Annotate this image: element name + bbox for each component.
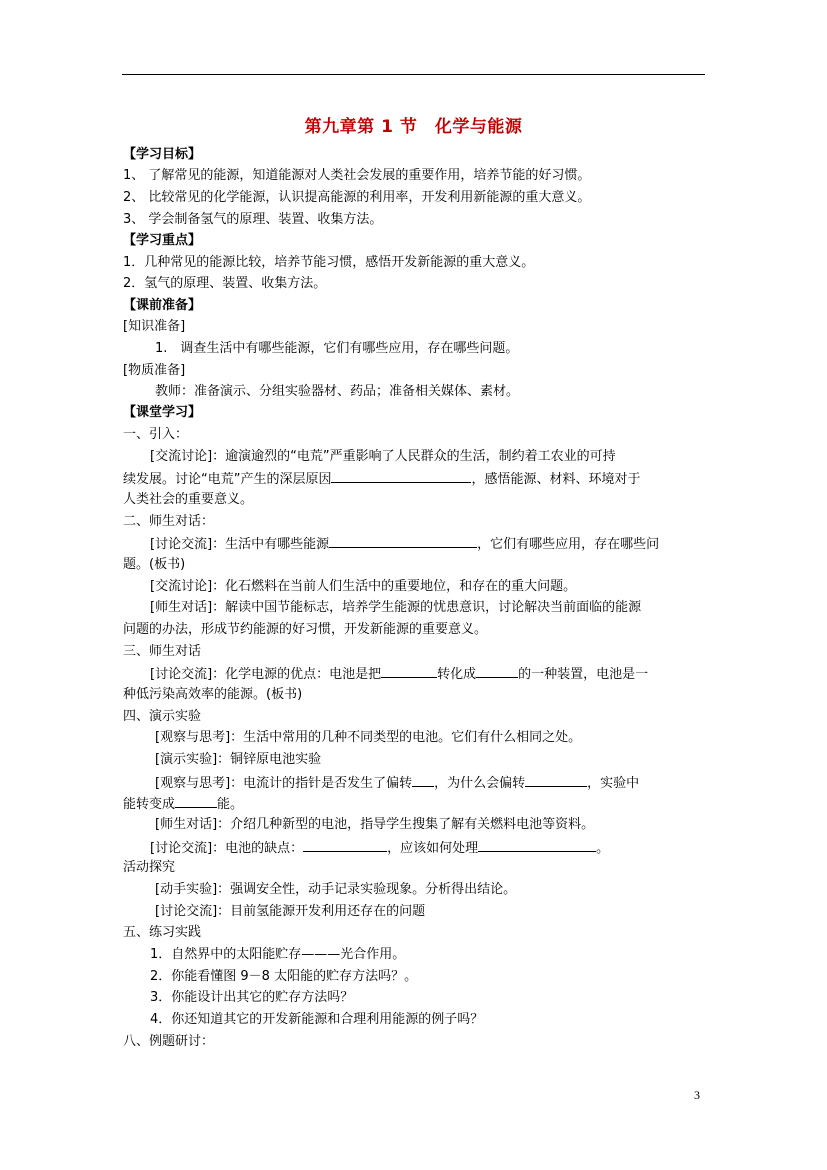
intro-paragraph-line3: 人类社会的重要意义。 [123, 492, 254, 507]
goal-item-2: 2、 比较常见的化学能源，认识提高能源的利用率，开发利用新能源的重大意义。 [123, 190, 591, 205]
intro-heading: 一、引入： [123, 427, 189, 442]
dialog3-text-c: 的一种装置，电池是一 [518, 667, 649, 682]
activity-line1: [动手实验]：强调安全性，动手记录实验现象。分析得出结论。 [155, 882, 517, 897]
dialog-text-b: ，它们有哪些应用，存在哪些问 [477, 537, 660, 552]
demo-line1: [观察与思考]：生活中常用的几种不同类型的电池。它们有什么相同之处。 [155, 730, 582, 745]
demo-heading: 四、演示实验 [123, 709, 202, 724]
demo-text-b: ，为什么会偏转 [434, 776, 526, 791]
demo-text-h: 。 [596, 841, 610, 856]
demo-text-d: 能转变成 [123, 797, 176, 812]
dialog-line4: [师生对话]：解读中国节能标志，培养学生能源的忧患意识，讨论解决当前面临的能源 [150, 600, 642, 615]
dialog-text-a: [讨论交流]：生活中有哪些能源 [150, 537, 330, 552]
answer-blank [381, 664, 437, 678]
header-rule [122, 74, 705, 75]
section-heading-focus: 【学习重点】 [123, 233, 202, 248]
answer-blank [175, 794, 217, 808]
page-number: 3 [694, 1088, 700, 1102]
intro-paragraph-line2 [123, 469, 641, 489]
dialog-line2: 题。(板书) [123, 557, 186, 572]
activity-line2: [讨论交流]：目前氢能源开发利用还存在的问题 [155, 904, 426, 919]
demo-line3 [155, 773, 639, 793]
material-prep-label: [物质准备] [123, 363, 186, 378]
dialog3-line1 [150, 664, 648, 684]
activity-heading: 活动探究 [123, 860, 176, 875]
knowledge-prep-label: [知识准备] [123, 319, 186, 334]
focus-item-2: 2．氢气的原理、装置、收集方法。 [123, 276, 327, 291]
demo-line6 [150, 838, 609, 858]
examples-heading: 八、例题研讨： [123, 1034, 215, 1049]
practice-item-4: 4．你还知道其它的开发新能源和合理利用能源的例子吗？ [150, 1012, 484, 1027]
focus-item-1: 1．几种常见的能源比较，培养节能习惯，感悟开发新能源的重大意义。 [123, 255, 535, 270]
answer-blank [476, 664, 518, 678]
dialog-line1 [150, 534, 659, 554]
demo-line2: [演示实验]：铜锌原电池实验 [155, 752, 322, 767]
demo-line4 [123, 794, 243, 814]
demo-text-c: ，实验中 [587, 776, 640, 791]
dialog-line3: [交流讨论]：化石燃料在当前人们生活中的重要地位，和存在的重大问题。 [150, 579, 577, 594]
dialog3-line2: 种低污染高效率的能源。(板书) [123, 687, 303, 702]
answer-blank [525, 773, 587, 787]
intro-text-b: ，感悟能源、材料、环境对于 [471, 472, 641, 487]
answer-blank [303, 838, 387, 852]
dialog-heading: 二、师生对话： [123, 514, 215, 529]
section-heading-goals: 【学习目标】 [123, 147, 202, 162]
answer-blank [412, 773, 434, 787]
section-heading-class: 【课堂学习】 [123, 405, 202, 420]
demo-text-f: [讨论交流]：电池的缺点： [150, 841, 304, 856]
answer-blank [331, 469, 471, 483]
dialog-line5: 问题的办法，形成节约能源的好习惯，开发新能源的重要意义。 [123, 622, 488, 637]
demo-text-e: 能。 [217, 797, 244, 812]
goal-item-3: 3、 学会制备氢气的原理、装置、收集方法。 [123, 212, 383, 227]
practice-item-2: 2．你能看懂图 9－8 太阳能的贮存方法吗？。 [150, 969, 418, 984]
goal-item-1: 1、 了解常见的能源，知道能源对人类社会发展的重要作用，培养节能的好习惯。 [123, 168, 591, 183]
demo-text-a: [观察与思考]：电流计的指针是否发生了偏转 [155, 776, 413, 791]
dialog3-text-b: 转化成 [437, 667, 477, 682]
intro-text-a: 续发展。讨论“电荒”产生的深层原因 [123, 472, 332, 487]
knowledge-prep-item: 1. 调查生活中有哪些能源，它们有哪些应用，存在哪些问题。 [155, 341, 519, 356]
demo-text-g: ，应该如何处理 [387, 841, 479, 856]
dialog3-text-a: [讨论交流]：化学电源的优点：电池是把 [150, 667, 382, 682]
dialog3-heading: 三、师生对话 [123, 644, 202, 659]
intro-paragraph-line1: [交流讨论]：逾演逾烈的“电荒”严重影响了人民群众的生活，制约着工农业的可持 [150, 449, 616, 464]
answer-blank [329, 534, 477, 548]
practice-heading: 五、练习实践 [123, 925, 202, 940]
material-prep-item: 教师：准备演示、分组实验器材、药品；准备相关媒体、素材。 [155, 384, 520, 399]
section-heading-prep: 【课前准备】 [123, 298, 202, 313]
practice-item-1: 1．自然界中的太阳能贮存———光合作用。 [150, 947, 406, 962]
practice-item-3: 3．你能设计出其它的贮存方法吗？ [150, 990, 354, 1005]
page-title: 第九章第 1 节 化学与能源 [304, 117, 523, 137]
answer-blank [478, 838, 596, 852]
demo-line5: [师生对话]：介绍几种新型的电池，指导学生搜集了解有关燃料电池等资料。 [155, 817, 595, 832]
